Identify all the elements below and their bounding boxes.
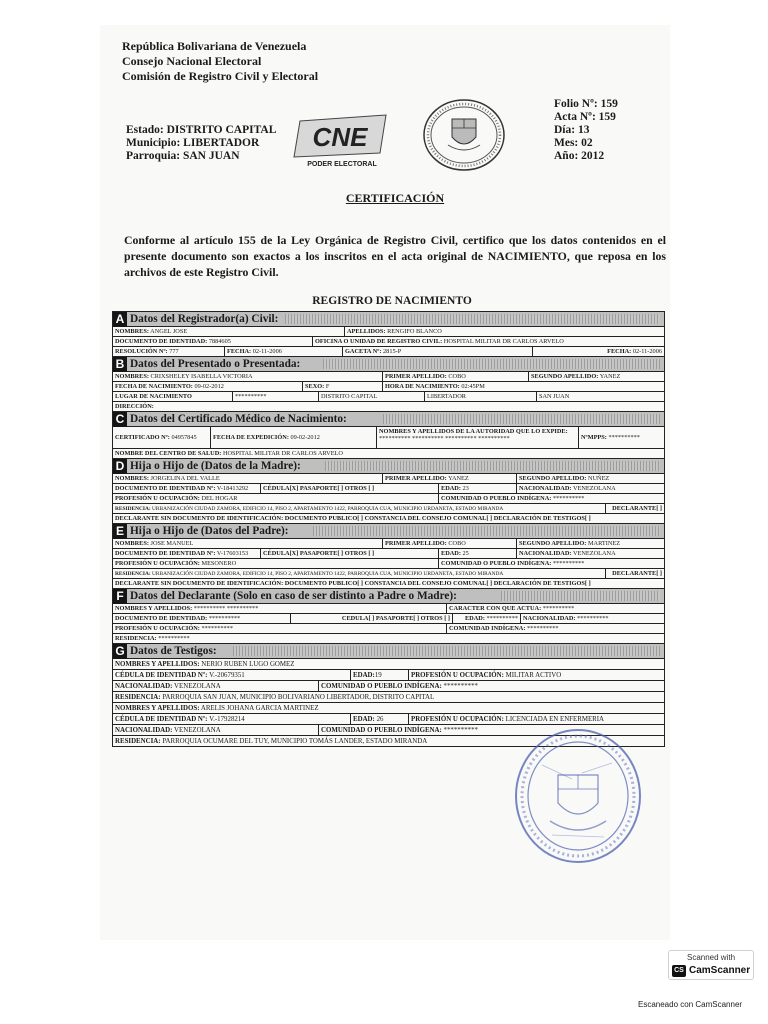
declarant-age: **********: [486, 615, 518, 622]
table-row: NOMBRES: CRIXSHELEY ISABELLA VICTORIA PRIMER APELLIDO: COBO SEGUNDO APELLIDO: YANEZ: [113, 372, 664, 382]
birth-state: DISTRITO CAPITAL: [321, 393, 378, 400]
camscanner-scanned-with: Scanned with: [686, 953, 736, 962]
section-title: Datos del Presentado o Presentada:: [130, 358, 301, 370]
father-second-surname: MARTINEZ: [587, 540, 621, 547]
mother-indigenous-community: **********: [552, 495, 585, 502]
table-row: DOCUMENTO DE IDENTIDAD: ********** CEDULA[ ] PASAPORTE[ ] OTROS [ ] EDAD: ********** NACIONALIDAD: **********: [113, 614, 664, 624]
acta-number: Acta Nº: 159: [554, 111, 616, 123]
birth-register-form: [112, 311, 665, 747]
birth-date: 09-02-2012: [194, 383, 224, 390]
witness-1-residence: PARROQUIA SAN JUAN, MUNICIPIO BOLIVARIANO LIBERTADOR, DISTRITO CAPITAL: [162, 694, 435, 701]
declarant-capacity: **********: [542, 605, 575, 612]
child-first-surname: COBO: [448, 373, 466, 380]
section-f-header: [113, 589, 664, 604]
camscanner-badge: [668, 950, 754, 980]
cne-logo: [290, 113, 394, 169]
mother-names: JORGELINA DEL VALLE: [150, 475, 220, 482]
mother-id-type: CÉDULA[X] PASAPORTE[ ] OTROS [ ]: [263, 485, 375, 492]
father-declarant: DECLARANTE[ ]: [612, 570, 662, 577]
address-label: DIRECCIÓN:: [115, 403, 154, 410]
table-row: [113, 579, 664, 589]
table-row: NOMBRES Y APELLIDOS: ARELIS JOHANA GARCIA MARTINEZ: [113, 703, 664, 714]
table-row: CÉDULA DE IDENTIDAD Nº: V.-20679351 EDAD:19 PROFESIÓN U OCUPACIÓN: MILITAR ACTIVO: [113, 670, 664, 681]
resolution-number: 777: [169, 348, 179, 355]
witness-2-nationality: VENEZOLANA: [174, 727, 221, 734]
witness-1-age: 19: [374, 672, 382, 679]
witness-2-id: V.-17928214: [209, 716, 245, 723]
section-title: Datos del Registrador(a) Civil:: [130, 313, 279, 325]
table-row: NOMBRES: ANGEL JOSE APELLIDOS: RENGIFO BLANCO: [113, 327, 664, 337]
registry-office: HOSPITAL MILITAR DR CARLOS ARVELO: [443, 338, 564, 345]
declarant-names: ********** **********: [193, 605, 259, 612]
birth-place: **********: [235, 393, 267, 400]
scanner-footer: Escaneado con CamScanner: [638, 1000, 743, 1009]
witness-1-indigenous-community: **********: [443, 683, 478, 690]
birth-municipality: LIBERTADOR: [427, 393, 466, 400]
mother-age: 23: [462, 485, 469, 492]
scanned-document: [100, 25, 670, 940]
father-nationality: VENEZOLANA: [572, 550, 616, 557]
section-letter: D: [113, 459, 127, 474]
table-row: [113, 514, 664, 524]
table-row: NOMBRES Y APELLIDOS: ********** ********** CARACTER CON QUE ACTUA: **********: [113, 604, 664, 614]
table-row: NACIONALIDAD: VENEZOLANA COMUNIDAD O PUEBLO INDÍGENA: **********: [113, 681, 664, 692]
child-sex: F: [325, 383, 330, 390]
declarant-id-type: CEDULA[ ] PASAPORTE[ ] OTROS [ ]: [341, 615, 450, 622]
mother-residence: URBANIZACIÓN CIUDAD ZAMORA, EDIFICIO 14, PISO 2, APARTAMENTO 1422, PARROQUIA CUA, MUNICIPIO URDANETA, ESTADO MIRANDA: [152, 506, 504, 512]
mother-second-surname: NUÑEZ: [587, 475, 610, 482]
section-title: Hija o Hijo de (Datos de la Madre):: [130, 460, 301, 472]
table-row: FECHA DE NACIMIENTO: 09-02-2012 SEXO: F HORA DE NACIMIENTO: 02:45PM: [113, 382, 664, 392]
registrar-names: ANGEL JOSE: [150, 328, 188, 335]
table-row: CÉDULA DE IDENTIDAD Nº: V.-17928214 EDAD: 26 PROFESIÓN U OCUPACIÓN: LICENCIADA EN ENFERMERIA: [113, 714, 664, 725]
father-indigenous-community: **********: [552, 560, 585, 567]
father-first-surname: COBO: [448, 540, 466, 547]
section-letter: F: [113, 589, 127, 604]
cne-logo-text: CNE: [312, 122, 368, 152]
table-row: RESOLUCIÓN Nº: 777 FECHA: 02-11-2006 GACETA Nº: 2815-P FECHA: 02-11-2006: [115, 348, 662, 355]
section-letter: C: [113, 412, 127, 427]
child-second-surname: YANEZ: [599, 373, 621, 380]
section-title: Datos de Testigos:: [130, 645, 217, 657]
mother-occupation: DEL HOGAR: [201, 495, 238, 502]
camscanner-name: CamScanner: [689, 965, 751, 976]
father-age: 25: [462, 550, 469, 557]
day-value: Día: 13: [554, 124, 590, 136]
witness-1-names: NERIO RUBEN LUGO GOMEZ: [201, 661, 295, 668]
section-e-header: [113, 524, 664, 539]
header-council: Consejo Nacional Electoral: [122, 54, 262, 68]
gazette-date: 02-11-2006: [632, 348, 662, 355]
father-id: V-17603153: [216, 550, 249, 557]
registrar-surnames: RENGIFO BLANCO: [387, 328, 442, 335]
table-row: NOMBRES: JORGELINA DEL VALLE PRIMER APELLIDO: YANEZ SEGUNDO APELLIDO: NUÑEZ: [113, 474, 664, 484]
municipio-label: Municipio: LIBERTADOR: [126, 137, 260, 149]
section-letter: B: [113, 357, 127, 372]
mother-declarant: DECLARANTE[ ]: [612, 505, 662, 512]
child-names: CRIXSHELEY ISABELLA VICTORIA: [150, 373, 253, 380]
certification-paragraph: Conforme al artículo 155 de la Ley Orgánica de Registro Civil, certifico que los datos contenidos en el presente documento son exactos a los inscritos en el acta original de NACIMIENTO, que reposa en los archivos de este Registro Civil.: [124, 233, 666, 279]
certificate-number: 04957845: [171, 434, 197, 441]
table-row: DOCUMENTO DE IDENTIDAD Nº: V-18413292 CÉDULA[X] PASAPORTE[ ] OTROS [ ] EDAD: 23 NACIONALIDAD: VENEZOLANA: [113, 484, 664, 494]
witness-2-occupation: LICENCIADA EN ENFERMERIA: [505, 716, 605, 723]
section-g-header: [113, 644, 664, 659]
declarant-id: **********: [208, 615, 241, 622]
table-row: LUGAR DE NACIMIENTO ********** DISTRITO CAPITAL LIBERTADOR SAN JUAN: [113, 392, 664, 402]
table-row: RESIDENCIA: PARROQUIA OCUMARE DEL TUY, MUNICIPIO TOMÁS LANDER, ESTADO MIRANDA: [115, 738, 428, 745]
month-value: Mes: 02: [554, 137, 593, 149]
section-title: Datos del Declarante (Solo en caso de ser distinto a Padre o Madre):: [130, 590, 457, 602]
header-republic: República Bolivariana de Venezuela: [122, 39, 307, 53]
gazette-number: 2815-P: [383, 348, 402, 355]
certification-title: CERTIFICACIÓN: [345, 191, 445, 205]
witness-2-residence: PARROQUIA OCUMARE DEL TUY, MUNICIPIO TOMÁS LANDER, ESTADO MIRANDA: [162, 738, 428, 745]
mother-id: V-18413292: [216, 485, 249, 492]
section-a-header: [113, 312, 664, 327]
father-occupation: MESONERO: [201, 560, 237, 567]
witness-2-indigenous-community: **********: [443, 727, 478, 734]
mother-no-document: DECLARANTE SIN DOCUMENTO DE IDENTIFICACIÓN: DOCUMENTO PUBLICO[ ] CONSTANCIA DEL CONSEJO COMUNAL[ ] DECLARACIÓN DE TESTIGOS[ ]: [115, 515, 591, 522]
health-center: HOSPITAL MILITAR DR CARLOS ARVELO: [222, 450, 343, 457]
father-residence: URBANIZACIÓN CIUDAD ZAMORA, EDIFICIO 14, PISO 2, APARTAMENTO 1422, PARROQUIA CUA, MUNICIPIO URDANETA, ESTADO MIRANDA: [152, 571, 504, 577]
table-row: DOCUMENTO DE IDENTIDAD Nº: V-17603153 CÉDULA[X] PASAPORTE[ ] OTROS [ ] EDAD: 25 NACIONALIDAD: VENEZOLANA: [113, 549, 664, 559]
issue-date: 09-02-2012: [290, 434, 320, 441]
table-row: [113, 402, 664, 412]
section-b-header: [113, 357, 664, 372]
father-id-type: CÉDULA[X] PASAPORTE[ ] OTROS [ ]: [263, 550, 375, 557]
table-row: RESIDENCIA: PARROQUIA SAN JUAN, MUNICIPIO BOLIVARIANO LIBERTADOR, DISTRITO CAPITAL: [113, 692, 664, 703]
declarant-occupation: **********: [201, 625, 233, 632]
table-row: RESIDENCIA: URBANIZACIÓN CIUDAD ZAMORA, EDIFICIO 14, PISO 2, APARTAMENTO 1422, PARROQUIA CUA, MUNICIPIO URDANETA, ESTADO MIRANDA DECLARANTE[ ]: [115, 505, 662, 512]
mother-nationality: VENEZOLANA: [572, 485, 616, 492]
header-commission: Comisión de Registro Civil y Electoral: [122, 69, 319, 83]
parroquia-label: Parroquia: SAN JUAN: [126, 150, 240, 162]
section-title: Datos del Certificado Médico de Nacimiento:: [130, 413, 347, 425]
camscanner-logo-icon: CS: [672, 965, 686, 977]
cne-logo-caption: PODER ELECTORAL: [307, 161, 377, 168]
table-row: PROFESIÓN U OCUPACIÓN: DEL HOGAR COMUNIDAD O PUEBLO INDÍGENA: **********: [113, 494, 664, 504]
section-letter: G: [113, 644, 127, 659]
cne-seal: [420, 97, 508, 173]
father-no-document: DECLARANTE SIN DOCUMENTO DE IDENTIFICACIÓN: DOCUMENTO PUBLICO[ ] CONSTANCIA DEL CONSEJO COMUNAL[ ] DECLARACIÓN DE TESTIGOS[ ]: [115, 580, 591, 587]
official-stamp: [512, 725, 644, 867]
declarant-indigenous-community: **********: [527, 625, 559, 632]
year-value: Año: 2012: [554, 150, 605, 162]
table-row: CERTIFICADO Nº: 04957845 FECHA DE EXPEDICIÓN: 09-02-2012 NOMBRES Y APELLIDOS DE LA AUTORIDAD QUE LO EXPIDE: ********** ********** ********** ********** NºMPPS: **********: [113, 427, 664, 449]
declarant-residence: **********: [158, 635, 190, 642]
witness-2-age: 26: [376, 716, 384, 723]
birth-time: 02:45PM: [461, 383, 485, 390]
witness-1-occupation: MILITAR ACTIVO: [505, 672, 562, 679]
declarant-nationality: **********: [577, 615, 609, 622]
birth-register-title: REGISTRO DE NACIMIENTO: [312, 295, 472, 307]
witness-1-id: V.-20679351: [209, 672, 245, 679]
mpps-number: **********: [608, 434, 640, 441]
issuing-authority: ********** ********** ********** **********: [379, 435, 510, 442]
table-row: RESIDENCIA: URBANIZACIÓN CIUDAD ZAMORA, EDIFICIO 14, PISO 2, APARTAMENTO 1422, PARROQUIA CUA, MUNICIPIO URDANETA, ESTADO MIRANDA DECLARANTE[ ]: [115, 570, 662, 577]
section-c-header: [113, 412, 664, 427]
table-row: DOCUMENTO DE IDENTIDAD: 7884605 OFICINA O UNIDAD DE REGISTRO CIVIL: HOSPITAL MILITAR DR CARLOS ARVELO: [113, 337, 664, 347]
section-title: Hija o Hijo de (Datos del Padre):: [130, 525, 289, 537]
witness-1-nationality: VENEZOLANA: [174, 683, 221, 690]
father-names: JOSE MANUEL: [150, 540, 194, 547]
table-row: PROFESIÓN U OCUPACIÓN: MESONERO COMUNIDAD O PUEBLO INDÍGENA: **********: [113, 559, 664, 569]
section-letter: A: [113, 312, 127, 327]
resolution-date: 02-11-2006: [252, 348, 282, 355]
folio-number: Folio Nº: 159: [554, 98, 618, 110]
table-row: PROFESIÓN U OCUPACIÓN: ********** COMUNIDAD INDÍGENA: **********: [113, 624, 664, 634]
table-row: NOMBRES Y APELLIDOS: NERIO RUBEN LUGO GOMEZ: [113, 659, 664, 670]
table-row: NACIONALIDAD: VENEZOLANA COMUNIDAD O PUEBLO INDÍGENA: **********: [113, 725, 664, 736]
witness-2-names: ARELIS JOHANA GARCIA MARTINEZ: [200, 705, 319, 712]
birth-parish: SAN JUAN: [539, 393, 570, 400]
table-row: RESIDENCIA: **********: [113, 634, 664, 644]
mother-first-surname: YANEZ: [448, 475, 469, 482]
table-row: NOMBRE DEL CENTRO DE SALUD: HOSPITAL MILITAR DR CARLOS ARVELO: [113, 449, 664, 459]
estado-label: Estado: DISTRITO CAPITAL: [126, 124, 277, 136]
section-d-header: [113, 459, 664, 474]
table-row: NOMBRES: JOSE MANUEL PRIMER APELLIDO: COBO SEGUNDO APELLIDO: MARTINEZ: [113, 539, 664, 549]
registrar-id: 7884605: [208, 338, 231, 345]
section-letter: E: [113, 524, 127, 539]
